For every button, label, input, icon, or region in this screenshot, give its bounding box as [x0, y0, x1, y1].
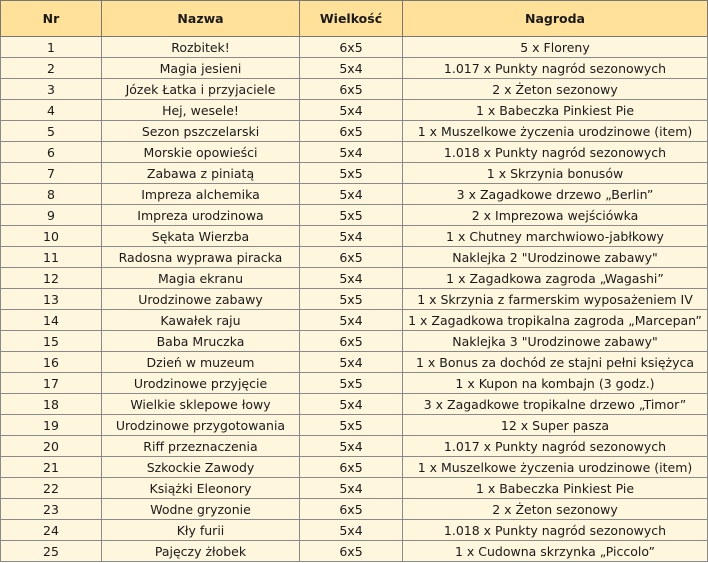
cell-nr: 22	[1, 478, 102, 499]
table-row	[1, 142, 708, 163]
table-header	[1, 1, 708, 37]
cell-reward: 1 x Muszelkowe życzenia urodzinowe (item)	[403, 457, 708, 478]
cell-name: Książki Eleonory	[102, 478, 300, 499]
header-row	[1, 1, 708, 37]
cell-nr: 13	[1, 289, 102, 310]
cell-reward: Naklejka 3 "Urodzinowe zabawy"	[403, 331, 708, 352]
header-size: Wielkość	[300, 1, 403, 37]
cell-nr: 7	[1, 163, 102, 184]
cell-name: Impreza urodzinowa	[102, 205, 300, 226]
cell-size: 5x5	[300, 163, 403, 184]
cell-size: 5x4	[300, 268, 403, 289]
cell-reward: 1.018 x Punkty nagród sezonowych	[403, 142, 708, 163]
cell-nr: 6	[1, 142, 102, 163]
cell-nr: 24	[1, 520, 102, 541]
cell-name: Urodzinowe przyjęcie	[102, 373, 300, 394]
cell-reward: 1.018 x Punkty nagród sezonowych	[403, 520, 708, 541]
cell-size: 5x4	[300, 142, 403, 163]
cell-name: Urodzinowe przygotowania	[102, 415, 300, 436]
cell-size: 5x4	[300, 394, 403, 415]
cell-nr: 16	[1, 352, 102, 373]
cell-size: 6x5	[300, 37, 403, 58]
table-row	[1, 520, 708, 541]
cell-name: Kły furii	[102, 520, 300, 541]
table-row	[1, 100, 708, 121]
cell-reward: 1 x Muszelkowe życzenia urodzinowe (item)	[403, 121, 708, 142]
table-row	[1, 394, 708, 415]
cell-name: Szkockie Zawody	[102, 457, 300, 478]
cell-size: 5x4	[300, 310, 403, 331]
cell-name: Sękata Wierzba	[102, 226, 300, 247]
cell-nr: 9	[1, 205, 102, 226]
cell-nr: 3	[1, 79, 102, 100]
cell-size: 5x4	[300, 478, 403, 499]
cell-nr: 17	[1, 373, 102, 394]
table-row	[1, 205, 708, 226]
cell-reward: 1.017 x Punkty nagród sezonowych	[403, 58, 708, 79]
table-row	[1, 478, 708, 499]
cell-reward: 2 x Żeton sezonowy	[403, 499, 708, 520]
cell-reward: 1 x Skrzynia z farmerskim wyposażeniem IV	[403, 289, 708, 310]
cell-reward: 1 x Babeczka Pinkiest Pie	[403, 100, 708, 121]
cell-size: 6x5	[300, 457, 403, 478]
cell-nr: 21	[1, 457, 102, 478]
cell-reward: 1 x Cudowna skrzynka „Piccolo”	[403, 541, 708, 562]
cell-name: Riff przeznaczenia	[102, 436, 300, 457]
cell-name: Pajęczy żłobek	[102, 541, 300, 562]
cell-name: Hej, wesele!	[102, 100, 300, 121]
cell-nr: 19	[1, 415, 102, 436]
table-row	[1, 289, 708, 310]
cell-name: Zabawa z piniatą	[102, 163, 300, 184]
cell-size: 5x5	[300, 289, 403, 310]
cell-name: Radosna wyprawa piracka	[102, 247, 300, 268]
cell-size: 6x5	[300, 247, 403, 268]
table-row	[1, 37, 708, 58]
cell-size: 6x5	[300, 541, 403, 562]
cell-name: Wodne gryzonie	[102, 499, 300, 520]
cell-nr: 1	[1, 37, 102, 58]
cell-reward: 1 x Zagadkowa tropikalna zagroda „Marcepan”	[403, 310, 708, 331]
table-row	[1, 268, 708, 289]
cell-name: Baba Mruczka	[102, 331, 300, 352]
cell-nr: 4	[1, 100, 102, 121]
cell-name: Magia ekranu	[102, 268, 300, 289]
cell-name: Sezon pszczelarski	[102, 121, 300, 142]
table-row	[1, 79, 708, 100]
table-body	[1, 37, 708, 562]
cell-nr: 18	[1, 394, 102, 415]
cell-size: 5x4	[300, 520, 403, 541]
cell-size: 5x4	[300, 436, 403, 457]
cell-reward: 1 x Babeczka Pinkiest Pie	[403, 478, 708, 499]
cell-reward: 1 x Bonus za dochód ze stajni pełni księżyca	[403, 352, 708, 373]
table-row	[1, 457, 708, 478]
table-row	[1, 415, 708, 436]
cell-name: Impreza alchemika	[102, 184, 300, 205]
cell-size: 5x5	[300, 373, 403, 394]
cell-size: 6x5	[300, 331, 403, 352]
table-row	[1, 226, 708, 247]
cell-nr: 5	[1, 121, 102, 142]
cell-size: 6x5	[300, 121, 403, 142]
cell-reward: 1 x Skrzynia bonusów	[403, 163, 708, 184]
cell-nr: 2	[1, 58, 102, 79]
table-row	[1, 310, 708, 331]
cell-size: 6x5	[300, 499, 403, 520]
cell-name: Dzień w muzeum	[102, 352, 300, 373]
table-row	[1, 163, 708, 184]
cell-nr: 12	[1, 268, 102, 289]
cell-reward: 12 x Super pasza	[403, 415, 708, 436]
cell-reward: 1 x Kupon na kombajn (3 godz.)	[403, 373, 708, 394]
table-row	[1, 121, 708, 142]
table-row	[1, 373, 708, 394]
cell-nr: 25	[1, 541, 102, 562]
cell-reward: 3 x Zagadkowe tropikalne drzewo „Timor”	[403, 394, 708, 415]
table-row	[1, 331, 708, 352]
cell-reward: 1 x Chutney marchwiowo-jabłkowy	[403, 226, 708, 247]
cell-reward: Naklejka 2 "Urodzinowe zabawy"	[403, 247, 708, 268]
cell-size: 5x5	[300, 205, 403, 226]
table-row	[1, 184, 708, 205]
cell-size: 5x4	[300, 100, 403, 121]
cell-size: 5x4	[300, 352, 403, 373]
cell-name: Kawałek raju	[102, 310, 300, 331]
cell-name: Magia jesieni	[102, 58, 300, 79]
cell-name: Wielkie sklepowe łowy	[102, 394, 300, 415]
cell-nr: 14	[1, 310, 102, 331]
cell-name: Urodzinowe zabawy	[102, 289, 300, 310]
cell-nr: 10	[1, 226, 102, 247]
cell-name: Morskie opowieści	[102, 142, 300, 163]
cell-reward: 2 x Żeton sezonowy	[403, 79, 708, 100]
table-row	[1, 58, 708, 79]
cell-nr: 11	[1, 247, 102, 268]
cell-size: 5x4	[300, 226, 403, 247]
table-row	[1, 541, 708, 562]
cell-size: 5x5	[300, 415, 403, 436]
table-row	[1, 436, 708, 457]
cell-nr: 15	[1, 331, 102, 352]
cell-size: 5x4	[300, 58, 403, 79]
cell-reward: 2 x Imprezowa wejściówka	[403, 205, 708, 226]
cell-nr: 8	[1, 184, 102, 205]
cell-nr: 23	[1, 499, 102, 520]
header-name: Nazwa	[102, 1, 300, 37]
cell-reward: 5 x Floreny	[403, 37, 708, 58]
cell-size: 5x4	[300, 184, 403, 205]
cell-nr: 20	[1, 436, 102, 457]
header-reward: Nagroda	[403, 1, 708, 37]
cell-reward: 1 x Zagadkowa zagroda „Wagashi”	[403, 268, 708, 289]
table-row	[1, 352, 708, 373]
header-nr: Nr	[1, 1, 102, 37]
cell-size: 6x5	[300, 79, 403, 100]
cell-name: Rozbitek!	[102, 37, 300, 58]
table-row	[1, 499, 708, 520]
cell-name: Józek Łatka i przyjaciele	[102, 79, 300, 100]
table-row	[1, 247, 708, 268]
cell-reward: 3 x Zagadkowe drzewo „Berlin”	[403, 184, 708, 205]
cell-reward: 1.017 x Punkty nagród sezonowych	[403, 436, 708, 457]
